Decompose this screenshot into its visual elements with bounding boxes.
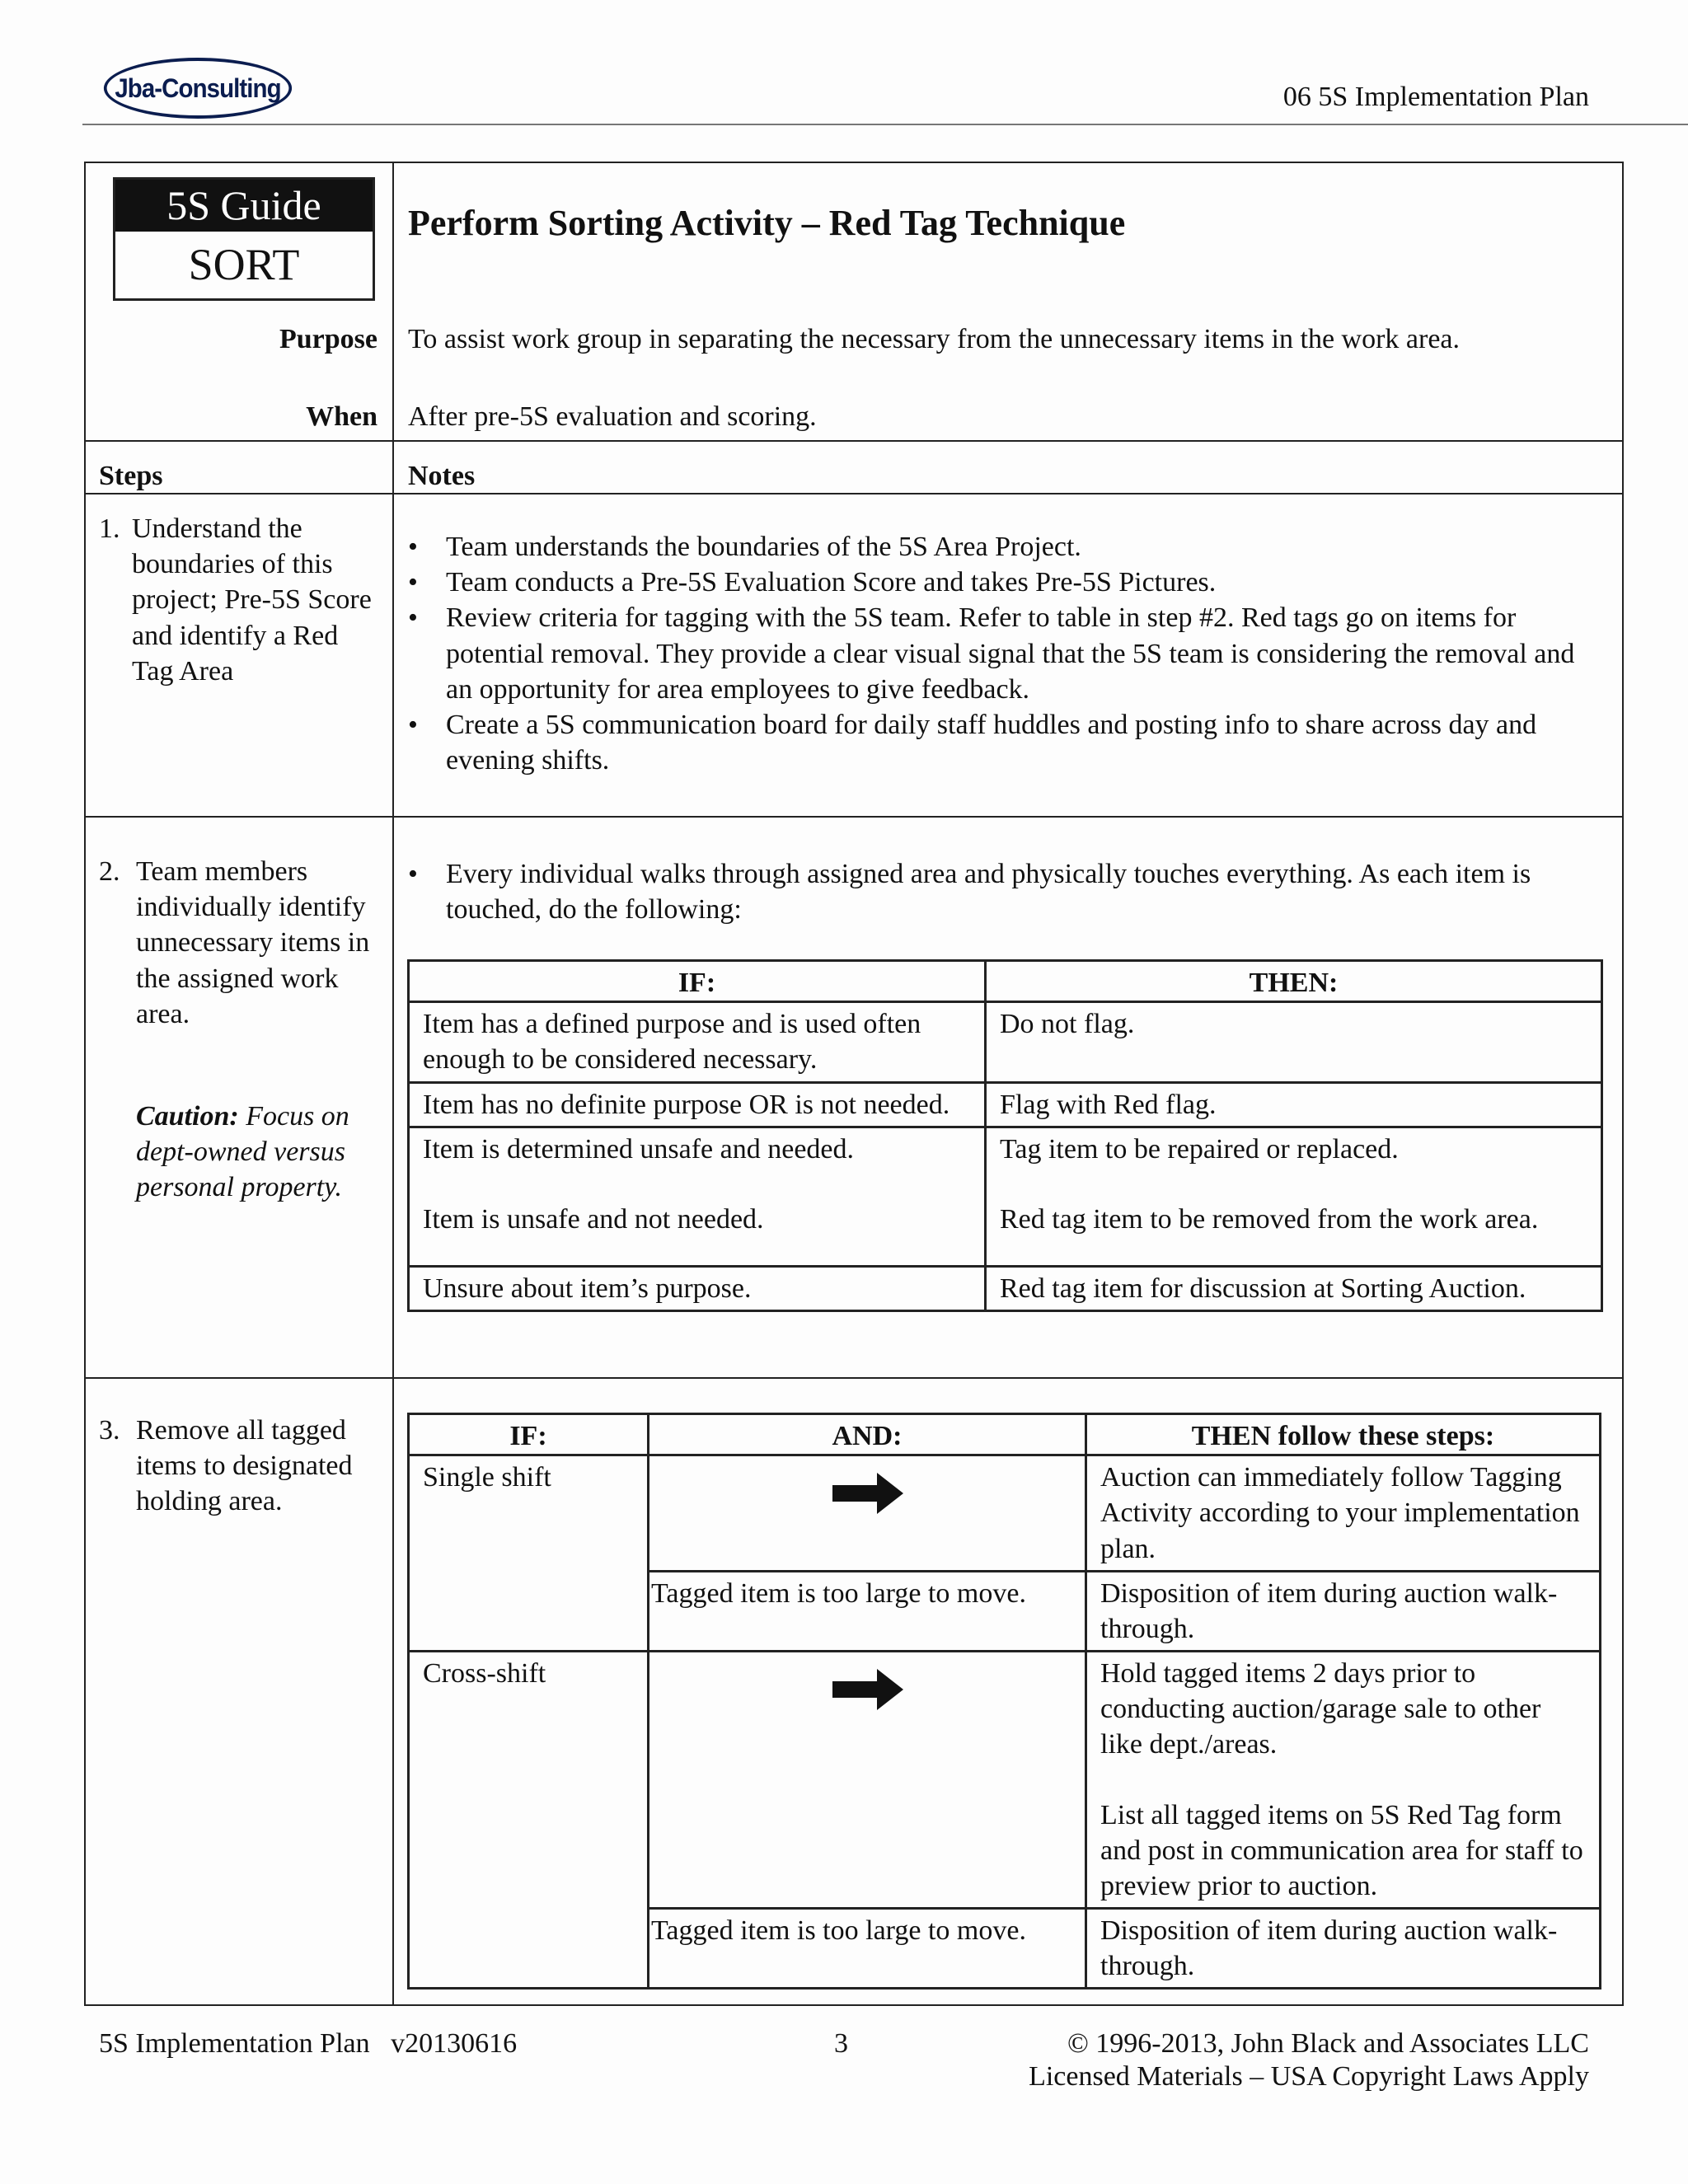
row-divider-step2 [84, 1377, 1624, 1379]
step1-note: • Team conducts a Pre-5S Evaluation Score and takes Pre-5S Pictures. [408, 565, 1587, 600]
then-cell: Red tag item for discussion at Sorting Auction. [986, 1267, 1602, 1311]
then-column-header: THEN follow these steps: [1086, 1414, 1601, 1455]
table-row [409, 1002, 1602, 1082]
guide-label-bottom: SORT [188, 240, 300, 289]
and-cell: Tagged item is too large to move. [649, 1571, 1086, 1651]
row-divider-step1 [84, 816, 1624, 818]
then-cell [1086, 1652, 1601, 1909]
caution-label: Caution: [136, 1101, 239, 1132]
if-text: Item is determined unsafe and needed. [423, 1133, 855, 1165]
if-column-header: IF: [409, 1414, 649, 1455]
step2-text: Team members individually identify unnecessary items in the assigned work area. [136, 856, 370, 1029]
and-cell: Tagged item is too large to move. [649, 1909, 1086, 1989]
footer-license: Licensed Materials – USA Copyright Laws Apply [1029, 2061, 1589, 2092]
if-cell: Cross-shift [409, 1652, 649, 1989]
jba-consulting-logo [104, 58, 292, 119]
if-cell [409, 1127, 986, 1266]
then-cell: Disposition of item during auction walk-through. [1086, 1571, 1601, 1651]
when-label: When [306, 401, 377, 432]
table-row [409, 1267, 1602, 1311]
and-cell [649, 1652, 1086, 1909]
then-column-header: THEN: [986, 961, 1602, 1002]
step3-number: 3. [99, 1415, 120, 1446]
table-row [409, 1082, 1602, 1127]
then-text: Tag item to be repaired or replaced. [1000, 1133, 1399, 1165]
table-row [409, 1652, 1601, 1909]
step2-notes [408, 856, 1603, 927]
table-header-row [409, 961, 1602, 1002]
footer-page-number: 3 [834, 2028, 848, 2059]
column-divider [392, 162, 394, 2006]
step2-note: • Every individual walks through assigned area and physically touches everything. As each item is touched, do the following: [408, 856, 1603, 927]
if-cell: Item has a defined purpose and is used often enough to be considered necessary. [409, 1002, 986, 1082]
step1-text: Understand the boundaries of this project; Pre-5S Score and identify a Red Tag Area [132, 513, 372, 687]
table-row [409, 1455, 1601, 1572]
table-header-row [409, 1414, 1601, 1455]
then-cell: Auction can immediately follow Tagging Activity according to your implementation plan. [1086, 1455, 1601, 1572]
step3-decision-table [407, 1413, 1601, 1990]
steps-column-header: Steps [99, 461, 163, 491]
notes-column-header: Notes [408, 461, 476, 491]
and-column-header: AND: [649, 1414, 1086, 1455]
logo-text: Jba-Consulting [115, 73, 281, 103]
guide-title: Perform Sorting Activity – Red Tag Technique [408, 203, 1126, 243]
step1-note: • Create a 5S communication board for daily staff huddles and posting info to share across day and evening shifts. [408, 707, 1587, 778]
if-cell: Unsure about item’s purpose. [409, 1267, 986, 1311]
then-text: Red tag item to be removed from the work area. [1000, 1203, 1539, 1235]
purpose-label: Purpose [279, 324, 377, 354]
when-text: After pre-5S evaluation and scoring. [408, 401, 817, 432]
step1-note: • Team understands the boundaries of the 5S Area Project. [408, 529, 1587, 565]
step1-number: 1. [99, 513, 120, 544]
guide-label-box [113, 177, 375, 301]
footer-document-version: 5S Implementation Plan v20130616 [99, 2028, 518, 2059]
if-cell: Single shift [409, 1455, 649, 1652]
then-cell: Flag with Red flag. [986, 1082, 1602, 1127]
step1-note: • Review criteria for tagging with the 5S team. Refer to table in step #2. Red tags go on items for potential removal. They provide a clear visual signal that the 5S team is considering the removal and an opportunity for area employees to give feedback. [408, 600, 1587, 707]
row-divider-columns [84, 493, 1624, 494]
row-divider-header [84, 440, 1624, 442]
step2-caution [136, 1099, 383, 1206]
if-cell: Item has no definite purpose OR is not needed. [409, 1082, 986, 1127]
right-arrow-icon [832, 1473, 903, 1514]
document-title: 06 5S Implementation Plan [1282, 82, 1589, 112]
then-text: Hold tagged items 2 days prior to conducting auction/garage sale to other like dept./areas. [1100, 1658, 1541, 1760]
if-text: Item is unsafe and not needed. [423, 1203, 764, 1235]
footer-copyright: © 1996-2013, John Black and Associates LLC [1067, 2028, 1589, 2059]
then-text: List all tagged items on 5S Red Tag form and post in communication area for staff to preview prior to auction. [1100, 1799, 1583, 1901]
table-row [409, 1127, 1602, 1266]
step3-text: Remove all tagged items to designated holding area. [136, 1415, 353, 1517]
step1-notes [408, 529, 1587, 778]
right-arrow-icon [832, 1669, 903, 1710]
purpose-text: To assist work group in separating the necessary from the unnecessary items in the work area. [408, 324, 1461, 354]
then-cell: Disposition of item during auction walk-through. [1086, 1909, 1601, 1989]
guide-label-top: 5S Guide [115, 180, 373, 232]
and-cell [649, 1455, 1086, 1572]
if-column-header: IF: [409, 961, 986, 1002]
caution-text: Focus on dept-owned versus personal property. [136, 1101, 349, 1203]
then-cell [986, 1127, 1602, 1266]
step2-number: 2. [99, 856, 120, 887]
then-cell: Do not flag. [986, 1002, 1602, 1082]
step2-decision-table [407, 959, 1603, 1312]
header-divider [82, 124, 1688, 125]
